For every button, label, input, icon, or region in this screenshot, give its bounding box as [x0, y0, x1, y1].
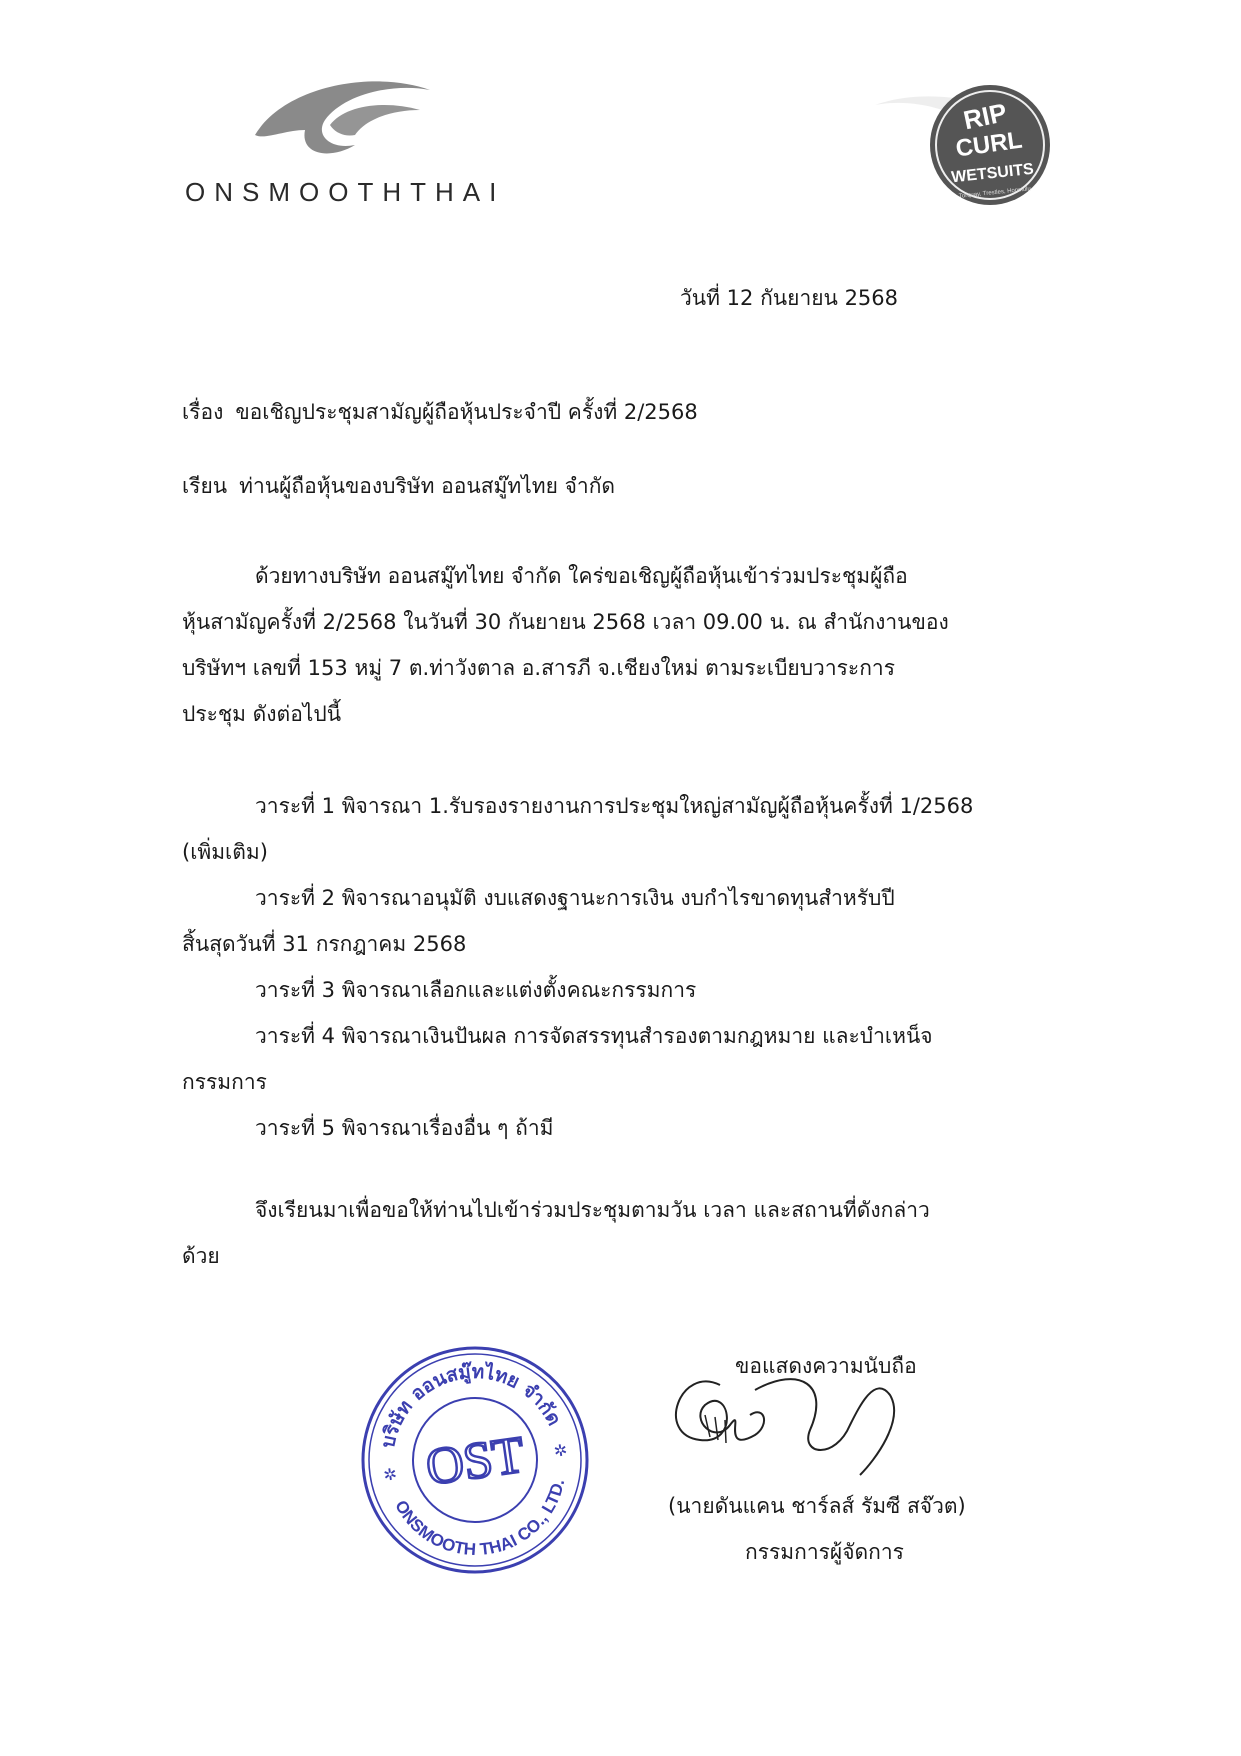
svg-text:✲: ✲	[552, 1440, 569, 1461]
subject-text: ขอเชิญประชุมสามัญผู้ถือหุ้นประจำปี ครั้งที่ 2/2568	[235, 400, 698, 424]
subject-line	[182, 398, 698, 426]
signer-name: (นายดันแคน ชาร์ลส์ รัมซี สจ๊วต)	[668, 1494, 966, 1518]
recipient-text: ท่านผู้ถือหุ้นของบริษัท ออนสมู๊ทไทย จำกัด	[239, 474, 616, 498]
subject-label: เรื่อง	[182, 400, 224, 424]
agenda-item-3: วาระที่ 3 พิจารณาเลือกและแต่งตั้งคณะกรรมการ	[255, 978, 697, 1002]
closing-request-line: จึงเรียนมาเพื่อขอให้ท่านไปเข้าร่วมประชุมตามวัน เวลา และสถานที่ดังกล่าว	[255, 1198, 930, 1222]
svg-text:ONSMOOTH THAI CO., LTD.: ONSMOOTH THAI CO., LTD.	[391, 1477, 569, 1560]
agenda-item-1-cont: (เพิ่มเติม)	[182, 840, 268, 864]
agenda-item-2-cont: สิ้นสุดวันที่ 31 กรกฎาคม 2568	[182, 932, 467, 956]
svg-text:✲: ✲	[382, 1464, 399, 1485]
intro-line: ด้วยทางบริษัท ออนสมู๊ทไทย จำกัด ใคร่ขอเชิญผู้ถือหุ้นเข้าร่วมประชุมผู้ถือ	[255, 564, 908, 588]
recipient-line	[182, 472, 615, 500]
agenda-item-5: วาระที่ 5 พิจารณาเรื่องอื่น ๆ ถ้ามี	[255, 1116, 554, 1140]
closing-request-line: ด้วย	[182, 1244, 220, 1268]
letter-date: วันที่ 12 กันยายน 2568	[680, 286, 899, 310]
svg-text:Torquay, Trestles, Honolulu: Torquay, Trestles, Honolulu	[958, 186, 1032, 200]
company-logo	[185, 75, 525, 205]
rip-curl-wetsuits-logo	[925, 80, 1055, 210]
round-badge-icon	[925, 80, 1055, 210]
brand-name: ONSMOOTHTHAI	[185, 177, 506, 207]
company-stamp	[355, 1340, 595, 1580]
intro-line: บริษัทฯ เลขที่ 153 หมู่ 7 ต.ท่าวังตาล อ.สารภี จ.เชียงใหม่ ตามระเบียบวาระการ	[182, 656, 895, 680]
intro-line: ประชุม ดังต่อไปนี้	[182, 702, 342, 726]
recipient-label: เรียน	[182, 474, 228, 498]
agenda-item-4-cont: กรรมการ	[182, 1070, 267, 1094]
svg-text:บริษัท ออนสมู๊ทไทย จำกัด: บริษัท ออนสมู๊ทไทย จำกัด	[376, 1360, 566, 1450]
closing-salutation: ขอแสดงความนับถือ	[735, 1354, 917, 1378]
svg-text:RIP: RIP	[960, 97, 1010, 136]
signer-title: กรรมการผู้จัดการ	[745, 1540, 904, 1564]
agenda-item-1: วาระที่ 1 พิจารณา 1.รับรองรายงานการประชุมใหญ่สามัญผู้ถือหุ้นครั้งที่ 1/2568	[255, 794, 974, 818]
stamp-seal-icon	[355, 1340, 595, 1580]
agenda-item-2: วาระที่ 2 พิจารณาอนุมัติ งบแสดงฐานะการเงิน งบกำไรขาดทุนสำหรับปี	[255, 886, 895, 910]
svg-text:CURL: CURL	[954, 126, 1024, 163]
svg-text:WETSUITS: WETSUITS	[950, 160, 1035, 187]
svg-text:OST: OST	[422, 1426, 528, 1497]
agenda-item-4: วาระที่ 4 พิจารณาเงินปันผล การจัดสรรทุนสำรองตามกฎหมาย และบำเหน็จ	[255, 1024, 933, 1048]
intro-line: หุ้นสามัญครั้งที่ 2/2568 ในวันที่ 30 กันยายน 2568 เวลา 09.00 น. ณ สำนักงานของ	[182, 610, 949, 634]
wave-logo-icon	[245, 75, 445, 170]
